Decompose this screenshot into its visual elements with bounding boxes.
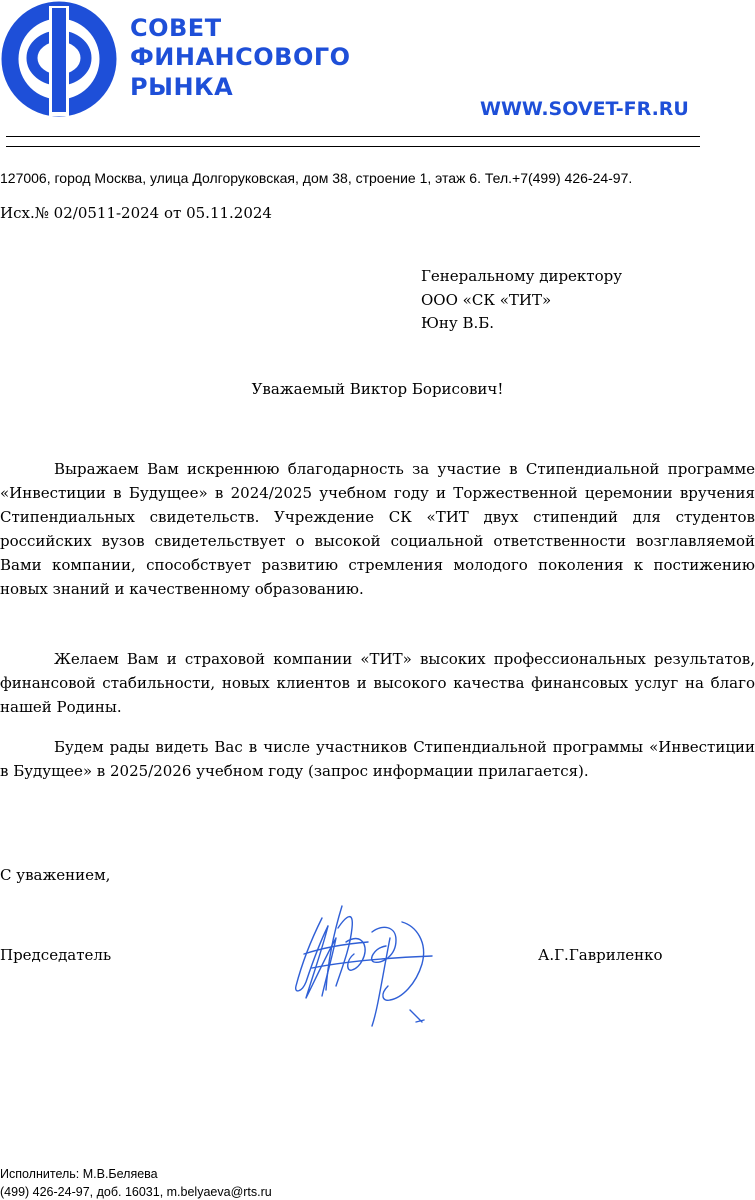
phi-logo-icon: [0, 0, 118, 118]
outgoing-reference: Исх.№ 02/0511-2024 от 05.11.2024: [0, 204, 272, 222]
executor-name: Исполнитель: М.В.Беляева: [0, 1167, 158, 1181]
addressee-line: ООО «СК «ТИТ»: [421, 290, 552, 309]
org-name-line-3: РЫНКА: [130, 73, 234, 101]
header-rule-top: [6, 136, 700, 137]
closing: С уважением,: [0, 866, 111, 884]
addressee-line: Юну В.Б.: [421, 314, 495, 332]
salutation: Уважаемый Виктор Борисович!: [251, 380, 504, 398]
executor-contacts: (499) 426-24-97, доб. 16031, m.belyaeva@rts.ru: [0, 1185, 272, 1199]
handwritten-signature: [282, 898, 442, 1032]
body-paragraph: Будем рады видеть Вас в числе участников Стипендиальной программы «Инвестиции в Будущее» в 2025/2026 учебном году (запрос информации прилагается).: [0, 738, 755, 781]
body-paragraph: Желаем Вам и страховой компании «ТИТ» высоких профессиональных результатов, финансовой стабильности, новых клиентов и высокого качества финансовых услуг на благо нашей Родины.: [0, 650, 755, 717]
addressee-block: [421, 265, 622, 336]
org-address: 127006, город Москва, улица Долгоруковская, дом 38, строение 1, этаж 6. Тел.+7(499) 426-24-97.: [0, 170, 633, 186]
header-rule-bottom: [6, 146, 700, 147]
body-paragraph: Выражаем Вам искреннюю благодарность за участие в Стипендиальной программе «Инвестиции в Будущее» в 2024/2025 учебном году и Торжественной церемонии вручения Стипендиальных свидетельств. Учреждение СК «ТИТ двух стипендий для студентов российских вузов свидетельствует о высокой социальной ответственности возглавляемой Вами компании, способствует развитию стремления молодого поколения к постижению новых знаний и качественному образованию.: [0, 460, 755, 599]
website-link[interactable]: WWW.SOVET-FR.RU: [480, 98, 689, 120]
signer-position: Председатель: [0, 946, 112, 964]
signer-name: А.Г.Гавриленко: [538, 946, 663, 964]
addressee-line: Генеральному директору: [421, 267, 623, 285]
org-name-line-1: СОВЕТ: [130, 14, 222, 42]
org-name-line-2: ФИНАНСОВОГО: [130, 43, 351, 71]
